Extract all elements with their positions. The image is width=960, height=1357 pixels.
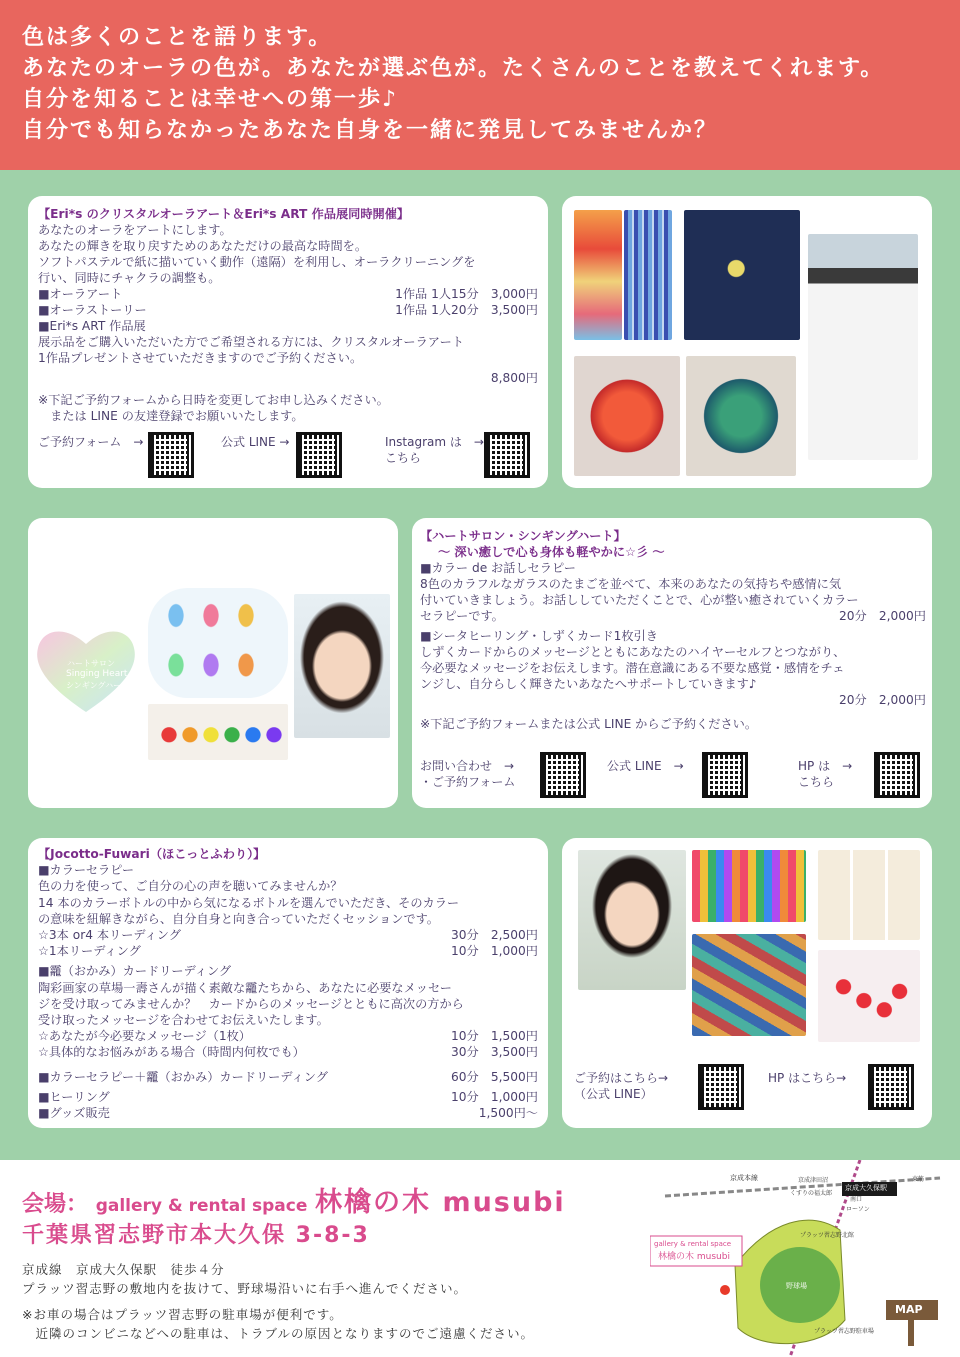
item-price: 1,500円～	[478, 1106, 538, 1121]
section1-photo-card	[562, 196, 932, 488]
header-line-2: あなたのオーラの色が。あなたが選ぶ色が。たくさんのことを教えてくれます。	[22, 56, 885, 81]
section2-item-1-desc-2: 付いていきましょう。お話ししていただくことで、心が整い癒されていくカラー	[420, 593, 859, 607]
section1-item-1	[38, 286, 538, 302]
map-line-label: 京成本線	[730, 1174, 758, 1182]
venue-type: gallery & rental space	[95, 1196, 308, 1216]
section2-qr2-label: 公式 LINE →	[607, 759, 684, 773]
green-round-art-image	[686, 356, 796, 476]
section1-desc-3: ソフトパステルで紙に描いていく動作（遠隔）を利用し、オーラクリーニングを	[38, 255, 476, 269]
item-name: ■グッズ販売	[38, 1106, 110, 1121]
item-name: ■オーラストーリー	[38, 303, 147, 317]
color-bottles-image	[692, 850, 806, 922]
section2-title: 【ハートサロン・シンギングハート】	[420, 529, 626, 543]
section1-desc-2: あなたの輝きを取り戻すためのあなただけの最高な時間を。	[38, 239, 368, 253]
map-station-right: 東筋	[912, 1176, 925, 1183]
opt-name: ☆具体的なお悩みがある場合（時間内何枚でも）	[38, 1045, 305, 1060]
therapist-portrait-image	[578, 850, 686, 990]
section1-item-3-name: ■Eri*s ART 作品展	[38, 319, 146, 333]
section2-item-2-desc-3: ンジし、自分らしく輝きたいあなたへサポートしていきます♪	[420, 677, 757, 691]
homepage-qr-icon[interactable]	[874, 752, 920, 798]
map-station-left: 京成津田沼	[798, 1177, 829, 1184]
map-venue-label-1: gallery & rental space	[654, 1240, 732, 1248]
header-line-3: 自分を知ることは幸せへの第一歩♪	[22, 87, 399, 112]
venue-address: 千葉県習志野市本大久保 3-8-3	[22, 1223, 370, 1248]
section1-item-3-desc-2: 1作品プレゼントさせていただきますのでご予約ください。	[38, 351, 363, 365]
section1-qr3-label-2: こちら	[385, 451, 422, 465]
section2-item-2-desc-2: 今必要なメッセージをお伝えします。潜在意識にある不要な感覚・感情をチェ	[420, 661, 845, 675]
item-name: ■ヒーリング	[38, 1089, 110, 1104]
section2-item-2-name: ■シータヒーリング・しずくカード1枚引き	[420, 629, 658, 643]
section1-qr3-label-1: Instagram は →	[385, 435, 484, 449]
section2-photo-card	[28, 518, 398, 808]
parking-note-2: 近隣のコンビニなどへの駐車は、トラブルの原因となりますのでご遠慮ください。	[22, 1326, 535, 1341]
section2-item-1-name: ■カラー de お話しセラピー	[420, 561, 576, 575]
map-field: 野球場	[786, 1282, 807, 1290]
section3-item-5	[38, 1105, 538, 1121]
footer	[0, 1160, 960, 1357]
section2-qr1-label-1: お問い合わせ →	[420, 759, 515, 773]
section3-item-1-desc-1: 色の力を使って、ご自分の心の声を聴いてみませんか？	[38, 879, 343, 894]
map-south-exit: 南口	[850, 1196, 863, 1203]
section2-subtitle: ～ 深い癒しで心も身体も軽やかに☆彡 ～	[438, 545, 665, 559]
section3-item-2-desc-3: 受け取ったメッセージを合わせてお伝えいたします。	[38, 1013, 329, 1028]
map-pharmacy: くすりの福太郎	[790, 1190, 833, 1197]
bead-bracelet-image	[818, 950, 920, 1042]
opt-name: ☆1本リーディング	[38, 944, 141, 959]
therapist-portrait-image	[294, 594, 390, 738]
desc: セラピーです。	[420, 609, 504, 623]
item-price: 10分 1,000円	[451, 1089, 538, 1104]
section2-item-1-desc-1: 8色のカラフルなガラスのたまごを並べて、本来のあなたの気持ちや感情に気	[420, 577, 842, 591]
instagram-qr-icon[interactable]	[484, 432, 530, 478]
section3-qr2-label: HP はこちら→	[768, 1071, 847, 1085]
item-price: 20分 2,000円	[839, 609, 926, 623]
venue-prefix: 会場：	[22, 1192, 89, 1217]
section2-item-2-desc-1: しずくカードからのメッセージとともにあなたのハイヤーセルフとつながり、	[420, 645, 846, 659]
header-line-1: 色は多くのことを語ります。	[22, 25, 333, 50]
section2-qr3-label-2: こちら	[798, 775, 835, 789]
logo-line-2: Singing Heart	[66, 669, 128, 679]
access-map	[650, 1160, 950, 1357]
opt-price: 30分 3,500円	[451, 1045, 538, 1060]
map-station-name: 京成大久保駅	[845, 1184, 887, 1192]
section3-item-2-name: ■龗（おかみ）カードリーディング	[38, 964, 232, 979]
aura-art-painting-1-image	[574, 210, 622, 340]
venue-line	[22, 1180, 566, 1219]
item-price: 1作品 1人15分 3,000円	[395, 287, 538, 301]
section3-item-2-desc-1: 陶彩画家の草場一壽さんが描く素敵な龗たちから、あなたに必要なメッセー	[38, 980, 452, 995]
item-name: ■カラーセラピー＋龗（おかみ）カードリーディング	[38, 1069, 328, 1084]
header-banner	[0, 0, 960, 170]
opt-price: 10分 1,000円	[451, 944, 538, 959]
line-qr-icon[interactable]	[698, 1064, 744, 1110]
section1-title: 【Eri*s のクリスタルオーラアート＆Eri*s ART 作品展同時開催】	[38, 207, 410, 221]
access-line-2: プラッツ習志野の敷地内を抜けて、野球場沿いに右手へ進んでください。	[22, 1281, 468, 1296]
section3-item-1-desc-3: の意味を紐解きながら、自分自身と向き合っていただくセッションです。	[38, 911, 439, 926]
section3-item-2-opt-1	[38, 1028, 538, 1044]
item-price: 1作品 1人20分 3,500円	[395, 303, 538, 317]
opt-price: 10分 1,500円	[451, 1029, 538, 1044]
section1-note-2: または LINE の友達登録でお願いいたします。	[38, 409, 304, 423]
line-qr-icon[interactable]	[702, 752, 748, 798]
map-venue-label-2: 林檎の木 musubi	[658, 1252, 730, 1262]
section3-item-1-name: ■カラーセラピー	[38, 863, 135, 878]
reservation-form-qr-icon[interactable]	[148, 432, 194, 478]
section1-item-2	[38, 302, 538, 318]
venue-name: 林檎の木 musubi	[315, 1187, 566, 1218]
section3-item-1-opt-1	[38, 927, 538, 943]
section3-item-2-desc-2: ジを受け取ってみませんか？ カードからのメッセージとともに高次の方から	[38, 996, 464, 1011]
section3-text-card	[28, 838, 548, 1128]
parking-note-1: ※お車の場合はプラッツ習志野の駐車場が便利です。	[22, 1307, 343, 1322]
line-qr-icon[interactable]	[296, 432, 342, 478]
map-lawson: ローソン	[846, 1206, 870, 1213]
goods-grid-image	[818, 850, 920, 940]
section1-qr2-label: 公式 LINE →	[221, 435, 290, 449]
section1-desc-4: 行い、同時にチャクラの調整も。	[38, 271, 221, 285]
logo-line-1: ハートサロン	[67, 659, 115, 668]
opt-price: 30分 2,500円	[451, 928, 538, 943]
section3-item-1-opt-2	[38, 943, 538, 959]
section2-item-1-last	[420, 608, 926, 624]
okami-cards-image	[692, 934, 806, 1036]
section3-item-3	[38, 1069, 538, 1085]
section3-qr1-label-2: （公式 LINE）	[574, 1087, 653, 1101]
section3-item-2-opt-2	[38, 1044, 538, 1060]
section1-qr1-label: ご予約フォーム →	[38, 435, 144, 449]
item-name: ■オーラアート	[38, 287, 123, 301]
stone-art-image	[684, 210, 800, 340]
section3-item-1-desc-2: 14 本のカラーボトルの中から気になるボトルを選んでいただき、そのカラー	[38, 895, 460, 910]
section1-note-1: ※下記ご予約フォームから日時を変更してお申し込みください。	[38, 393, 389, 407]
section2-item-2-price: 20分 2,000円	[839, 693, 926, 707]
opt-name: ☆あなたが今必要なメッセージ（1枚）	[38, 1029, 251, 1044]
header-line-4: 自分でも知らなかったあなた自身を一緒に発見してみませんか？	[22, 118, 719, 143]
section2-qr3-label-1: HP は →	[798, 759, 853, 773]
red-round-art-image	[574, 356, 680, 476]
aura-art-painting-2-image	[624, 210, 672, 340]
logo-line-3: シンギングハート	[66, 681, 130, 690]
section1-desc-1: あなたのオーラをアートにします。	[38, 223, 232, 237]
opt-name: ☆3本 or4 本リーディング	[38, 928, 181, 943]
section1-item-3-desc-1: 展示品をご購入いただいた方でご希望される方には、クリスタルオーラアート	[38, 335, 464, 349]
section3-item-4	[38, 1089, 538, 1105]
section2-qr1-label-2: ・ご予約フォーム	[420, 775, 516, 789]
map-sign-label: MAP	[895, 1303, 923, 1316]
access-line-1: 京成線 京成大久保駅 徒歩４分	[22, 1262, 225, 1277]
contact-form-qr-icon[interactable]	[540, 752, 586, 798]
item-price: 60分 5,500円	[451, 1069, 538, 1084]
water-drop-cards-image	[148, 588, 288, 698]
homepage-qr-icon[interactable]	[868, 1064, 914, 1110]
section2-note: ※下記ご予約フォームまたは公式 LINE からご予約ください。	[420, 717, 758, 731]
map-platz-north: プラッツ習志野北館	[800, 1232, 854, 1239]
section3-qr1-label-1: ご予約はこちら→	[574, 1071, 669, 1085]
section3-title: 【Jocotto-Fuwari（ほこっとふわり）】	[38, 847, 266, 861]
section3-photo-card	[562, 838, 932, 1128]
section1-item-3-price: 8,800円	[490, 371, 538, 385]
artist-portrait-image	[808, 234, 918, 460]
glass-eggs-image	[148, 704, 288, 760]
section1-text-card	[28, 196, 548, 488]
map-parking: プラッツ習志野駐車場	[814, 1328, 874, 1335]
section2-text-card	[412, 518, 932, 808]
